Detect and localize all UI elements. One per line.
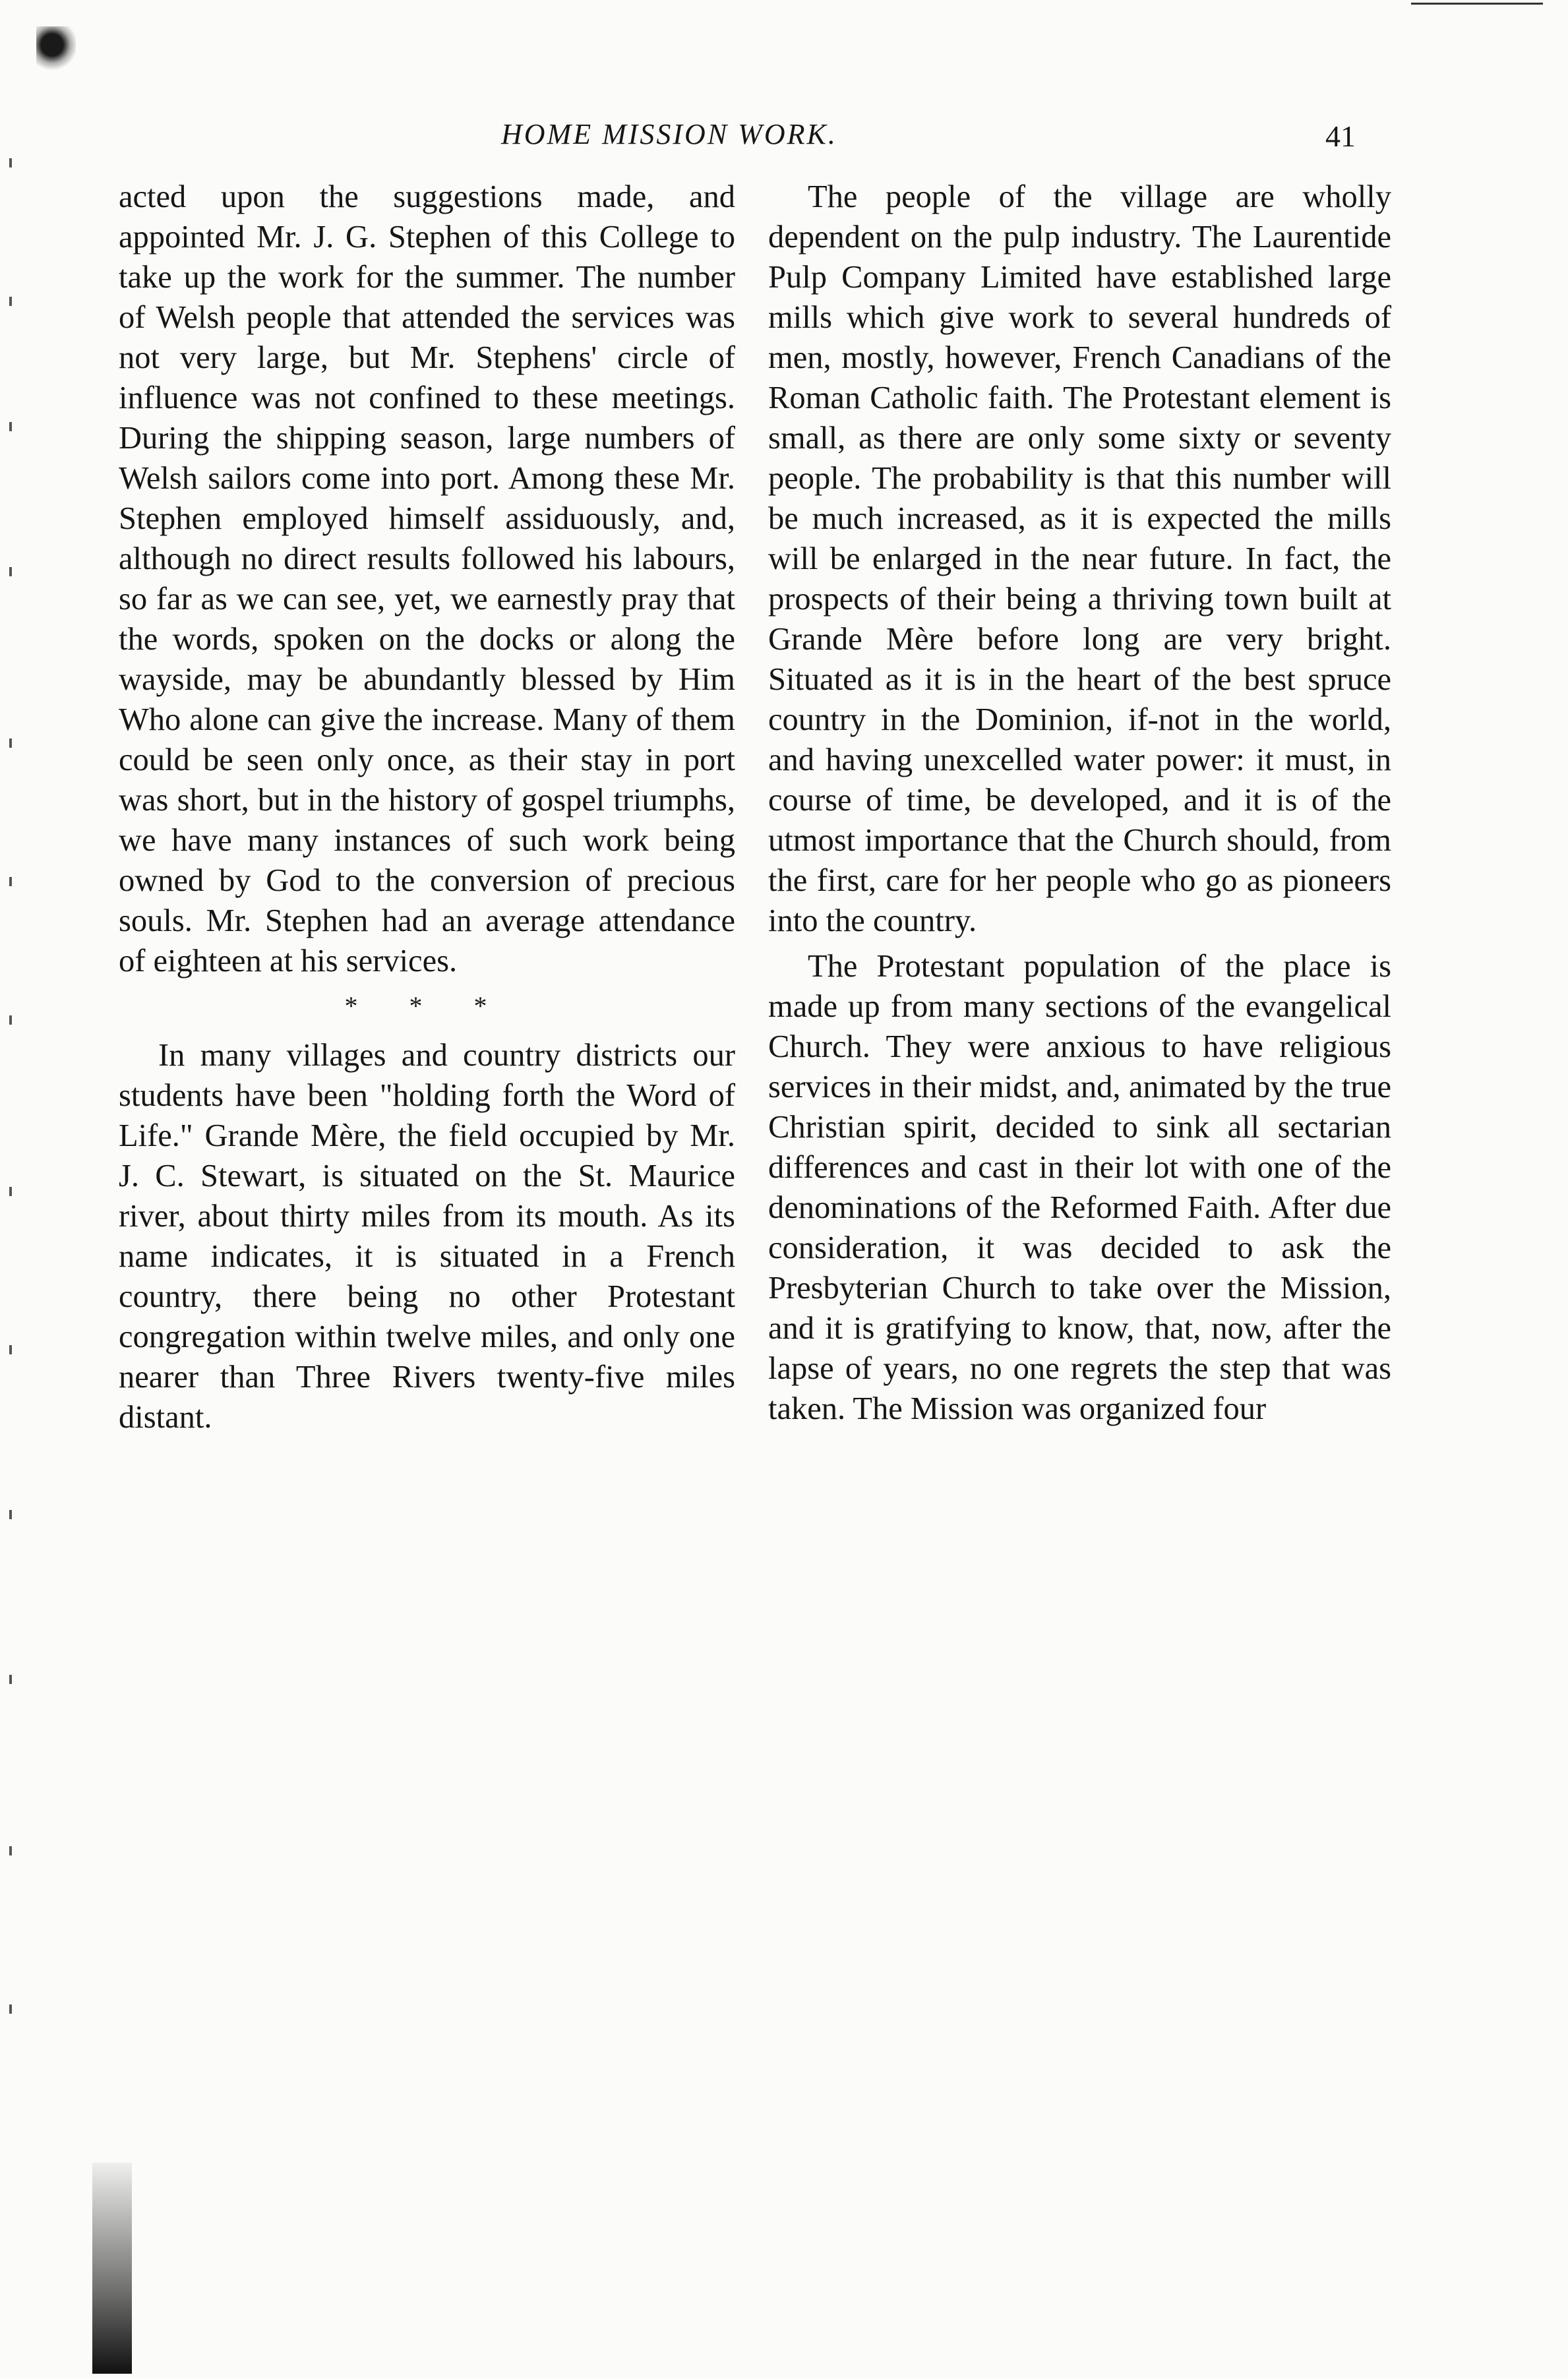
top-rule — [1411, 3, 1543, 5]
right-paragraph-2: The Protestant population of the place is made up from many sections of the evangelical Church. They were anxious to have religious services in their midst, and, animated by the true Christian spirit, decided to sink all sectarian differences and cast in their lot with one of the denominations of the Reformed Faith. After due consideration, it was decided to ask the Presbyterian Church to take over the Mission, and it is gratifying to know, that, now, after the lapse of years, no one regrets the step that was taken. The Mission was organized four — [768, 949, 1391, 1426]
right-paragraph-1: The people of the village are wholly dependent on the pulp industry. The Laurentide Pulp Company Limited have established large mills which give work to several hundreds of men, mostly, however, French Canadians of the Roman Catholic faith. The Protestant element is small, as there are only some sixty or seventy people. The probability is that this number will be much increased, as it is expected the mills will be enlarged in the near future. In fact, the prospects of their being a thriving town built at Grande Mère before long are very bright. Situated as it is in the heart of the best spruce country in the Dominion, if-not in the world, and having unexcelled water power: it must, in course of time, be developed, and it is of the utmost importance that the Church should, from the first, care for her people who go as pioneers into the country. — [768, 179, 1391, 938]
left-paragraph-2: In many villages and country districts our students have been "holding forth the Word of Life." Grande Mère, the field occupied by Mr. J. C. Stewart, is situated on the St. Maurice river, about thirty miles from its mouth. As its name indicates, it is situated in a French country, there being no other Protestant congregation within twelve miles, and only one nearer than Three Rivers twenty-five miles distant. — [119, 1038, 735, 1435]
page-header — [0, 117, 1568, 157]
section-separator: * * * — [344, 991, 510, 1021]
margin-marks — [5, 158, 18, 2136]
right-column — [768, 177, 1391, 1429]
page-number: 41 — [1325, 119, 1356, 153]
scan-corner-mark — [36, 26, 76, 73]
left-paragraph-1: acted upon the suggestions made, and appointed Mr. J. G. Stephen of this College to take up the work for the summer. The number of Welsh people that attended the services was not very large, but Mr. Stephens' circle of influence was not confined to these meetings. During the shipping season, large numbers of Welsh sailors come into port. Among these Mr. Stephen employed himself assiduously, and, although no direct results followed his labours, so far as we can see, yet, we earnestly pray that the words, spoken on the docks or along the wayside, may be abundantly blessed by Him Who alone can give the increase. Many of them could be seen only once, as their stay in port was short, but in the history of gospel triumphs, we have many instances of such work being owned by God to the conversion of precious souls. Mr. Stephen had an average attendance of eighteen at his services. — [119, 179, 735, 979]
binding-smudge — [92, 2163, 132, 2374]
running-title: HOME MISSION WORK. — [501, 118, 837, 150]
left-column — [119, 177, 735, 1437]
